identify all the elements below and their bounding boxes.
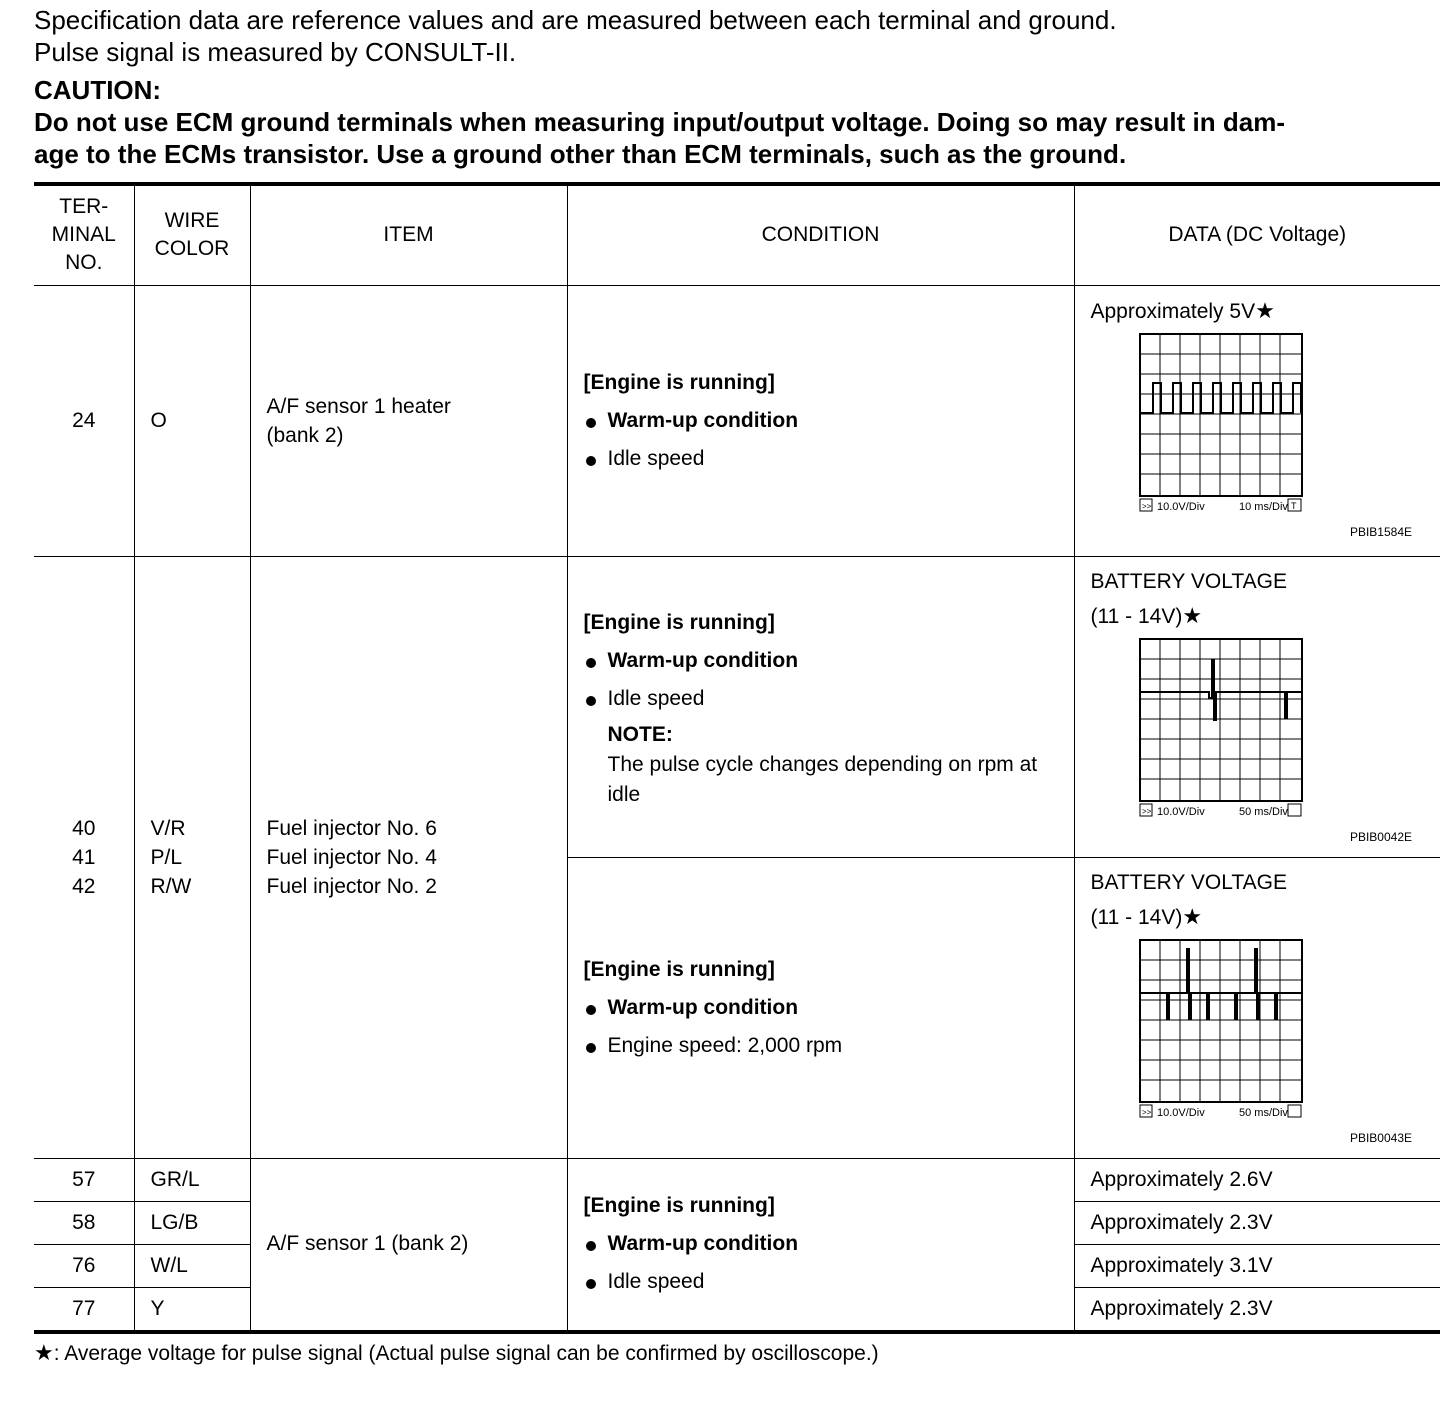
caution-title: CAUTION: [34,75,162,105]
item-cell: A/F sensor 1 (bank 2) [250,1158,567,1332]
spec-note: Specification data are reference values and are measured between each terminal and ground. [34,5,1117,35]
ecm-terminal-table [34,182,1440,1334]
condition-head: [Engine is running] [583,610,775,634]
header-data: DATA (DC Voltage) [1074,184,1440,285]
star-icon: ★ [1182,602,1203,628]
figure-code: PBIB0042E [1349,829,1412,844]
star-icon: ★ [1182,903,1203,929]
header-condition: CONDITION [567,184,1074,285]
condition-bullet: Warm-up condition [584,402,1074,440]
header-item: ITEM [250,184,567,285]
wire-cell: W/L [134,1244,250,1287]
note-text: The pulse cycle changes depending on rpm at idle [607,752,1038,806]
scope-marker: >> [1141,1107,1151,1117]
header-wire-color: WIRE COLOR [134,184,250,285]
data-cell [1074,285,1440,556]
data-range: (11 - 14V) [1090,604,1183,628]
wire-cell: Y [134,1287,250,1332]
condition-cell [567,857,1074,1158]
terminal-cell: 24 [34,285,134,556]
scope-t: T [1290,500,1296,511]
wire-cell: V/R P/L R/W [134,556,250,1158]
wire-cell: LG/B [134,1201,250,1244]
star-icon: ★ [1255,297,1275,323]
figure-code: PBIB0043E [1349,1130,1412,1145]
data-value: Approximately 5V [1090,299,1256,323]
table-header-row [34,184,1440,285]
item-cell: Fuel injector No. 6 Fuel injector No. 4 Fuel injector No. 2 [250,556,567,1158]
data-cell: Approximately 2.6V [1074,1158,1440,1201]
scope-time-div: 10 ms/Div [1238,500,1288,513]
condition-bullet: Warm-up condition [584,989,1074,1027]
scope-volt-div: 10.0V/Div [1156,805,1205,818]
wire-cell: GR/L [134,1158,250,1201]
data-value: BATTERY VOLTAGE [1090,870,1287,894]
table-row-57 [34,1158,1440,1201]
intro-section [34,4,1285,170]
header-terminal: TER- MINAL NO. [34,184,134,285]
caution-text-2: age to the ECMs transistor. Use a ground other than ECM terminals, such as the ground. [34,139,1127,169]
condition-cell [567,1158,1074,1332]
scope-time-div: 50 ms/Div [1238,1106,1288,1119]
oscilloscope-waveform [1139,333,1303,515]
table-row-24 [34,285,1440,556]
condition-head: [Engine is running] [583,370,775,394]
wire-cell: O [134,285,250,556]
data-value: BATTERY VOLTAGE [1090,569,1287,593]
data-cell: Approximately 3.1V [1074,1244,1440,1287]
data-cell: Approximately 2.3V [1074,1287,1440,1332]
terminal-cell: 58 [34,1201,134,1244]
oscilloscope-waveform [1139,939,1303,1121]
condition-bullet: Idle speed [584,440,1074,478]
figure-code: PBIB1584E [1349,524,1412,539]
footnote [34,1340,879,1366]
condition-bullet: Idle speed [584,680,1074,718]
footnote-text: : Average voltage for pulse signal (Actual pulse signal can be confirmed by oscilloscope.) [53,1342,879,1365]
terminal-cell: 76 [34,1244,134,1287]
scope-marker: >> [1141,501,1151,511]
condition-bullet: Idle speed [584,1263,1074,1301]
data-cell [1074,857,1440,1158]
star-icon: ★ [34,1340,54,1365]
table-row-40 [34,556,1440,857]
condition-head: [Engine is running] [583,957,775,981]
condition-bullet: Warm-up condition [584,642,1074,680]
data-cell: Approximately 2.3V [1074,1201,1440,1244]
condition-cell [567,556,1074,857]
condition-head: [Engine is running] [583,1194,775,1217]
data-cell [1074,556,1440,857]
condition-cell [567,285,1074,556]
note-title: NOTE: [607,722,673,746]
scope-marker: >> [1141,806,1151,816]
condition-bullet: Warm-up condition [584,1225,1074,1263]
pulse-note: Pulse signal is measured by CONSULT-II. [34,37,517,67]
caution-text-1: Do not use ECM ground terminals when measuring input/output voltage. Doing so may result in dam- [34,107,1285,137]
scope-time-div: 50 ms/Div [1238,805,1288,818]
condition-bullet: Engine speed: 2,000 rpm [584,1027,1074,1065]
terminal-cell: 57 [34,1158,134,1201]
terminal-cell: 77 [34,1287,134,1332]
scope-volt-div: 10.0V/Div [1156,1106,1205,1119]
scope-volt-div: 10.0V/Div [1156,500,1205,513]
oscilloscope-waveform [1139,638,1303,820]
terminal-cell: 40 41 42 [34,556,134,1158]
item-cell: A/F sensor 1 heater (bank 2) [250,285,567,556]
data-range: (11 - 14V) [1090,905,1183,929]
